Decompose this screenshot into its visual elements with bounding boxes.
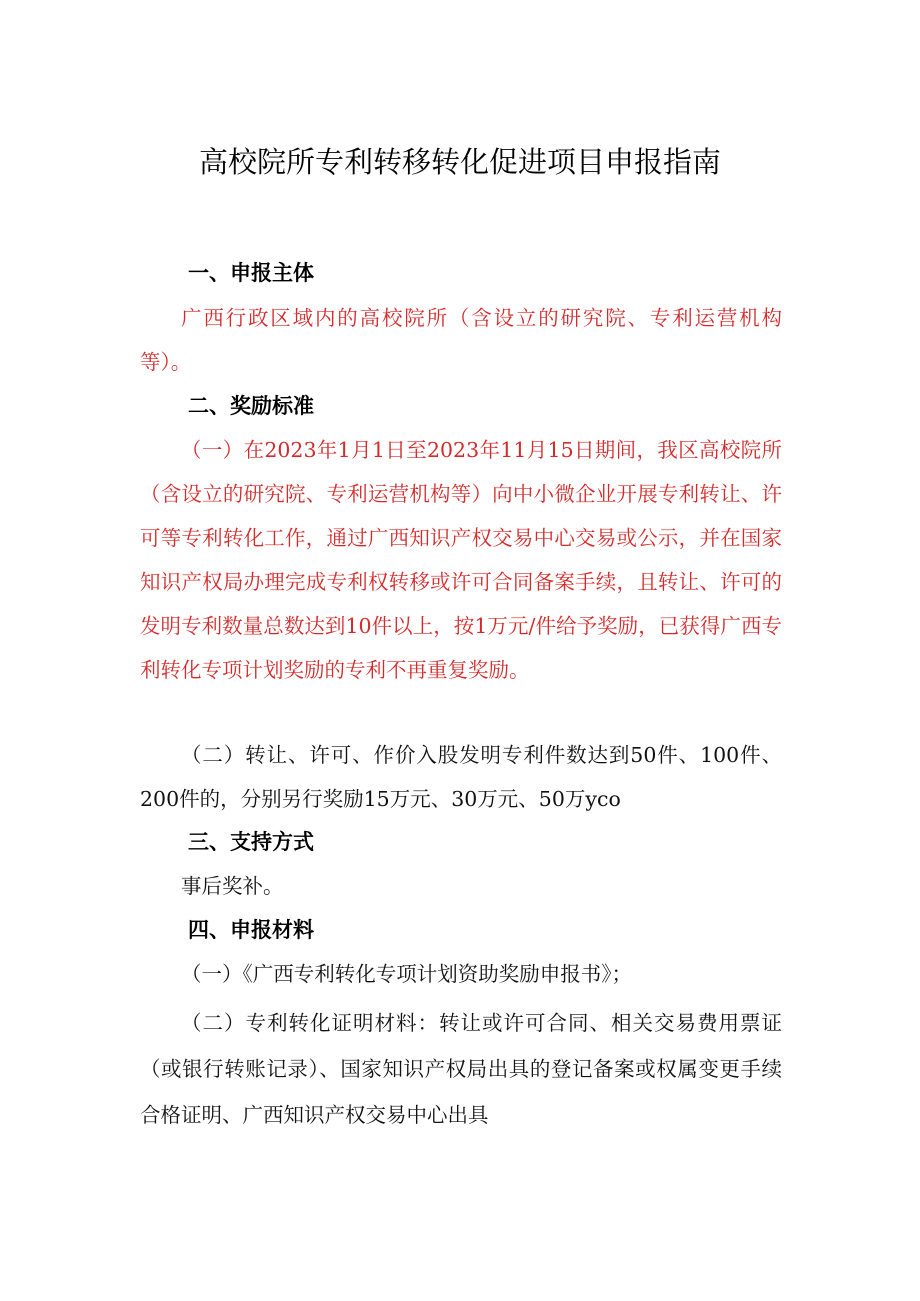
section-heading-support-method: 三、支持方式: [188, 830, 314, 854]
document-title: 高校院所专利转移转化促进项目申报指南: [198, 145, 721, 179]
section-body-support-method: 事后奖补。: [181, 874, 284, 898]
materials-item-2: （二）专利转化证明材料：转让或许可合同、相关交易费用票证（或银行转账记录）、国家知识产权局出具的登记备案或权属变更手续合格证明、广西知识产权交易中心出具: [140, 1011, 782, 1127]
section-body-applicant: 广西行政区域内的高校院所（含设立的研究院、专利运营机构等）。: [140, 306, 782, 374]
reward-standard-item-2: （二）转让、许可、作价入股发明专利件数达到50件、100件、200件的，分别另行奖励15万元、30万元、50万yco: [140, 743, 782, 811]
materials-item-1: （一）《广西专利转化专项计划资助奖励申报书》；: [181, 962, 632, 986]
section-heading-applicant: 一、申报主体: [188, 261, 314, 285]
section-heading-materials: 四、申报材料: [188, 918, 314, 942]
reward-standard-item-1: （一）在2023年1月1日至2023年11月15日期间，我区高校院所（含设立的研究院、专利运营机构等）向中小微企业开展专利转让、许可等专利转化工作，通过广西知识产权交易中心交易或公示，并在国家知识产权局办理完成专利权转移或许可合同备案手续，且转让、许可的发明专利数量总数达到10件以上，按1万元/件给予奖励，已获得广西专利转化专项计划奖励的专利不再重复奖励。: [140, 438, 782, 682]
section-heading-reward-standard: 二、奖励标准: [188, 394, 314, 418]
